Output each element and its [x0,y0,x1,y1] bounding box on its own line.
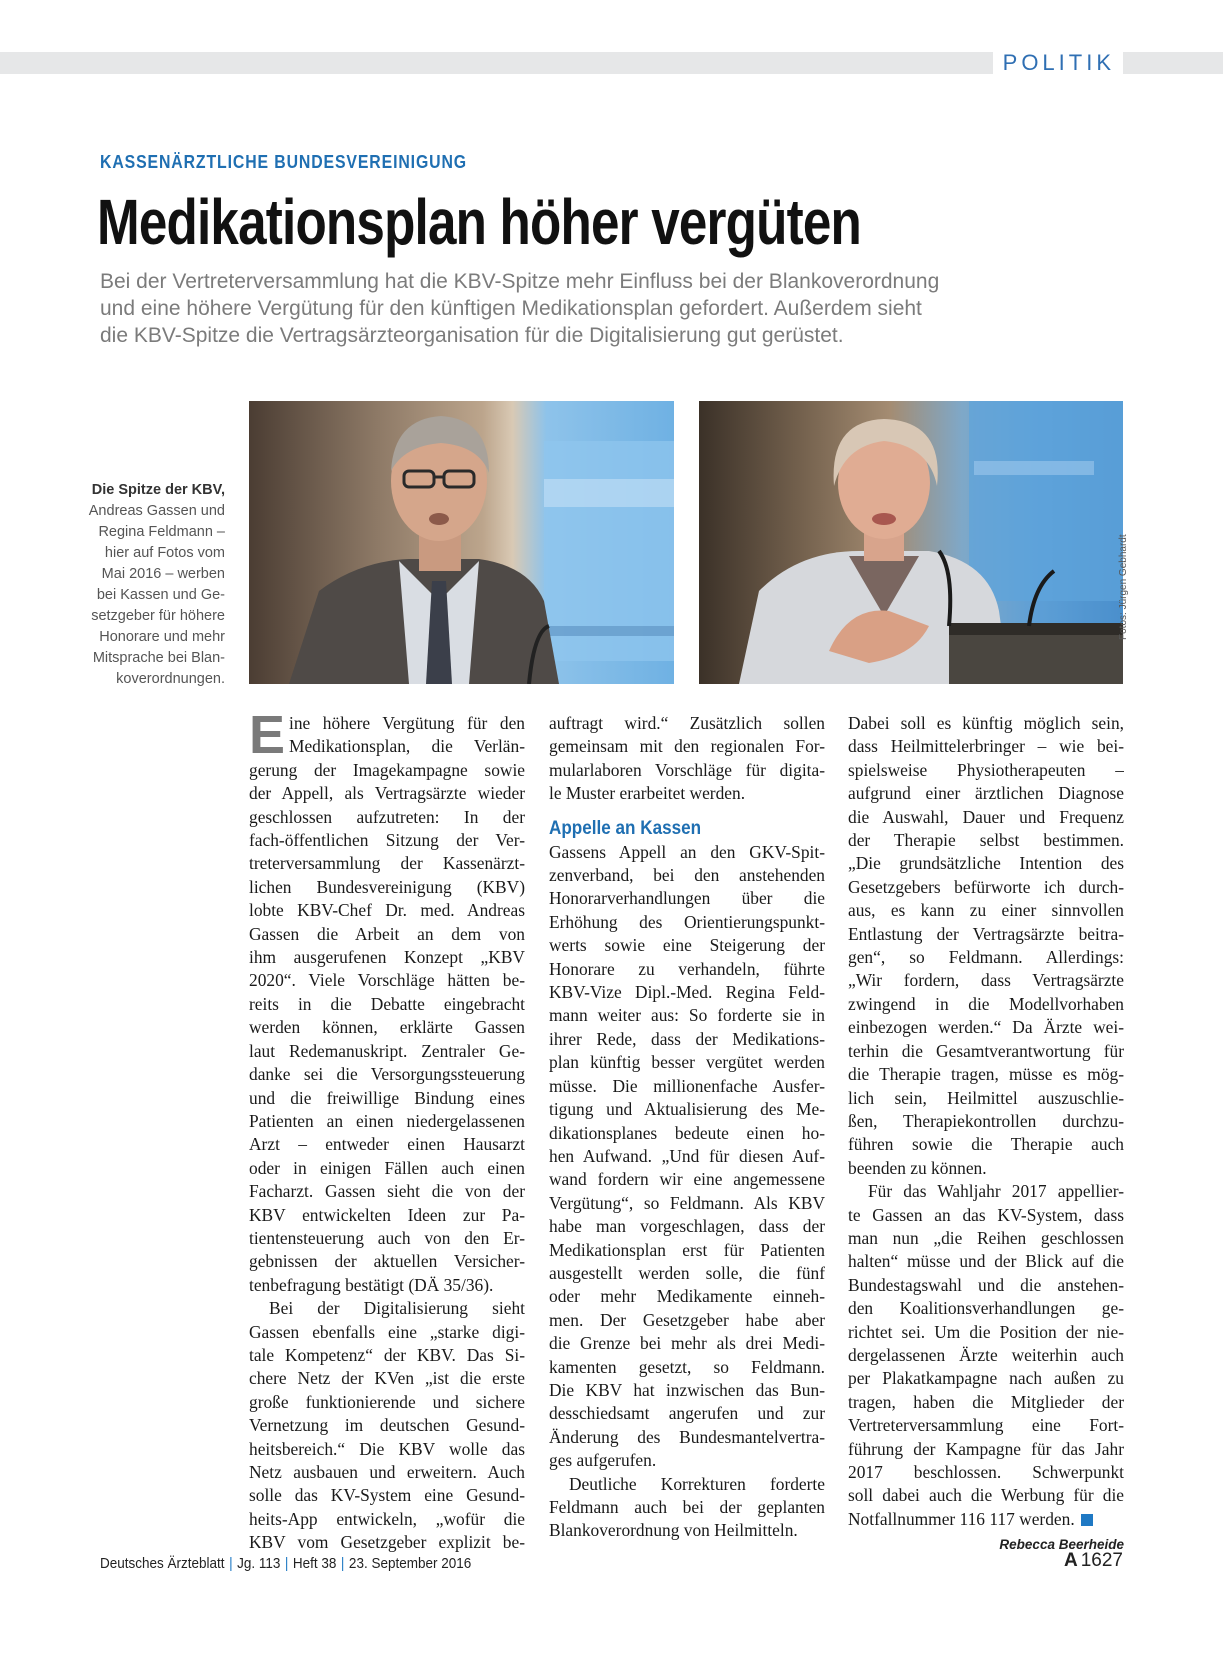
text-line: solle das KV-System eine Gesund- [249,1485,525,1506]
text-line: men. Der Gesetzgeber habe aber [549,1309,825,1330]
text-line: Netz ausbauen und erweitern. Auch [249,1462,525,1482]
text-line: die Grenze bei mehr als drei Medi- [549,1333,825,1354]
text-line: oder mehr Medikamente einneh- [549,1286,825,1307]
text-line: heits-App entwickeln, „wofür die [249,1508,525,1529]
text-line: einbezogen werden.“ Da Ärzte wei- [848,1017,1124,1038]
text-line: Medikationsplan erst für Patienten [549,1239,825,1260]
text-line: Gassen ebenfalls eine „starke digi- [249,1321,525,1342]
page-number-value: 1627 [1080,1550,1123,1571]
caption-line: koverordnungen. [116,671,225,687]
section-label: POLITIK [993,50,1123,76]
article-kicker: KASSENÄRZTLICHE BUNDESVEREINIGUNG [100,152,467,172]
text-line: Honorare zu verhandeln, führte [549,958,825,979]
text-line: gebnissen der aktuellen Versicher- [249,1251,525,1272]
text-line: Feldmann auch bei der geplanten [549,1497,825,1517]
text-line: Dabei soll es künftig möglich sein, [848,713,1124,733]
text-line: plan künftig besser vergütet werden [549,1052,825,1073]
text-line: le Muster erarbeitet werden. [549,783,746,804]
text-line: te Gassen an das KV-System, dass [848,1204,1124,1225]
text-line: Bei der Digitalisierung sieht [269,1298,525,1319]
text-line: Entlastung der Vertragsärzte beitra- [848,923,1124,944]
caption-line: Mai 2016 – werben [101,566,225,582]
article-column-2 [549,712,825,1543]
text-line: habe man vorgeschlagen, dass der [549,1216,825,1237]
text-line: soll dabei auch die Werbung für die [848,1485,1124,1506]
text-line: treterversammlung der Kassenärzt- [249,853,525,874]
text-line: Für das Wahljahr 2017 appellier- [868,1181,1124,1202]
text-line: müsse. Die millionenfache Ausfer- [549,1075,825,1096]
lead-line: die KBV-Spitze die Vertragsärzteorganisation für die Digitalisierung gut gerüstet. [100,324,844,347]
photo-speaker-gassen [249,401,674,684]
text-line: lobte KBV-Chef Dr. med. Andreas [249,900,525,921]
text-line: 2020“. Viele Vorschläge hätten be- [249,970,525,991]
volume: Jg. 113 [237,1555,281,1572]
text-line: ine höhere Vergütung für den [289,713,525,733]
text-line: Änderung des Bundesmantelvertra- [549,1426,825,1447]
text-line: KBV vom Gesetzgeber explizit be- [249,1532,525,1553]
text-line: chere Netz der KVen „ist die erste [249,1368,525,1389]
text-line: die Therapie tragen, müsse es mög- [848,1064,1124,1085]
text-line: tientensteuerung auch von den Er- [249,1227,525,1248]
text-line: 2017 beschlossen. Schwerpunkt [848,1462,1124,1482]
text-line: richtet sei. Um die Position der nie- [848,1321,1124,1342]
text-line: geschlossen aufzutreten: In der [249,806,525,827]
caption-line: setzgeber für höhere [91,608,225,624]
photo-speaker-feldmann [699,401,1123,684]
text-line: oder in einigen Fällen auch einen [249,1157,525,1178]
subheading: Appelle an Kassen [549,817,702,839]
text-line: Blankoverordnung von Heilmitteln. [549,1520,798,1541]
text-line: dikationsplanes bedeute einen ho- [549,1122,825,1143]
caption-line: Mitsprache bei Blan- [92,650,225,666]
text-line: Vergütung“, so Feldmann. Als KBV [549,1192,825,1213]
text-line: danke sei die Versorgungssteuerung [249,1064,525,1085]
text-line: gerung der Imagekampagne sowie [249,759,525,780]
photo-gassen-illustration [249,401,674,684]
text-line: Vertreterversammlung eine Fort- [848,1415,1124,1436]
photo-feldmann-illustration [699,401,1123,684]
text-line: lichen Bundesvereinigung (KBV) [249,876,525,897]
text-line: gen“, so Feldmann. Allerdings: [848,947,1124,968]
article-column-3 [848,712,1124,1557]
text-line: Gassen die Arbeit an dem von [249,923,525,944]
footer-separator: | [340,1555,345,1572]
text-line: per Plakatkampagne nach außen zu [848,1368,1124,1389]
caption-line: hier auf Fotos vom [104,545,225,561]
footer-separator: | [229,1555,233,1572]
caption-line: Andreas Gassen und [88,503,225,519]
text-line: führung der Kampagne für das Jahr [848,1438,1124,1459]
text-line: der Appell, als Vertragsärzte wieder [249,783,525,804]
page-prefix: A [1063,1550,1078,1571]
text-line: fach-öffentlichen Sitzung der Ver- [249,830,525,851]
text-line: Gassens Appell an den GKV-Spit- [549,841,825,862]
text-line: tigung und Aktualisierung des Me- [549,1099,825,1120]
text-line: Arzt – entweder einen Hausarzt [249,1134,525,1155]
page-number [1064,1550,1123,1572]
text-line: man nun „die Reihen geschlossen [848,1227,1124,1248]
article-title: Medikationsplan höher vergüten [97,186,862,258]
text-line: gemeinsam mit den regionalen For- [549,736,825,757]
text-line: dergelassenen Ärzte weiterhin auch [848,1344,1124,1365]
caption-bold: Die Spitze der KBV, [91,482,225,498]
caption-line: bei Kassen und Ge- [96,587,225,603]
lead-line: Bei der Vertreterversammlung hat die KBV-Spitze mehr Einfluss bei der Blankoverordnung [100,270,940,293]
text-line: Patienten an einen niedergelassenen [249,1110,525,1131]
text-line: zwingend in die Modellvorhaben [848,993,1124,1014]
text-line: KBV-Vize Dipl.-Med. Regina Feld- [549,982,825,1003]
text-line: lich sein, Heilmittel auszuschlie- [848,1087,1124,1108]
text-line: spielsweise Physiotherapeuten – [848,759,1124,780]
text-line: ihm ausgerufenen Konzept „KBV [249,947,525,968]
author-name: Rebecca Beerheide [999,1537,1124,1553]
text-line: Bundestagswahl und die anstehen- [848,1274,1124,1295]
text-line: Erhöhung des Orientierungspunkt- [549,911,825,932]
text-line: KBV entwickelten Ideen zur Pa- [249,1204,525,1225]
text-line: heitsbereich.“ Die KBV wolle das [249,1438,525,1459]
text-line: „Die grundsätzliche Intention des [848,853,1124,874]
footer-separator: | [284,1555,289,1572]
article-column-1 [249,705,525,1555]
text-line: ges aufgerufen. [549,1450,657,1471]
text-line: Notfallnummer 116 117 werden. [848,1508,1075,1529]
text-line: reits in die Debatte eingebracht [249,993,525,1014]
text-line: Die KBV hat inzwischen das Bun- [549,1379,825,1400]
drop-cap: E [249,705,286,765]
text-line: desschiedsamt angerufen und zur [549,1403,825,1424]
text-line: Facharzt. Gassen sieht die von der [249,1181,525,1202]
text-line: „Wir fordern, dass Vertragsärzte [848,970,1124,991]
text-line: Medikationsplan, die Verlän- [289,736,525,757]
text-line: wand fordern wir eine angemessene [549,1169,825,1190]
lead-line: und eine höhere Vergütung für den künftigen Medikationsplan gefordert. Außerdem sieht [100,297,922,320]
text-line: beenden zu können. [848,1157,987,1178]
article-lead [100,268,1120,349]
text-line: Gesetzgebers befürworte ich durch- [848,876,1124,897]
text-line: Deutliche Korrekturen forderte [569,1473,825,1494]
journal-name: Deutsches Ärzteblatt [100,1555,225,1572]
text-line: aufgrund einer ärztlichen Diagnose [848,783,1124,804]
text-line: ihrer Rede, dass der Medikations- [549,1028,825,1049]
text-line: dass Heilmittelerbringer – wie bei- [848,736,1124,757]
text-line: und die freiwillige Bindung eines [249,1087,525,1108]
issue-date: 23. September 2016 [348,1555,472,1572]
caption-line: Regina Feldmann – [98,524,225,540]
text-line: große funktionierende und sichere [249,1391,525,1412]
text-line: laut Redemanuskript. Zentraler Ge- [249,1040,525,1061]
text-line: Honorarverhandlungen über die [549,888,825,909]
text-line: den Koalitionsverhandlungen ge- [848,1298,1124,1319]
text-line: Vernetzung im deutschen Gesund- [249,1415,525,1436]
text-line: aus, es kann zu einer sinnvollen [848,900,1124,921]
photo-caption [60,480,225,690]
text-line: die Auswahl, Dauer und Frequenz [848,806,1124,827]
text-line: ausgestellt werden solle, die fünf [549,1262,825,1283]
caption-line: Honorare und mehr [99,629,225,645]
photo-credit: Fotos: Jürgen Gebhardt [1118,534,1129,640]
text-line: führen sowie die Therapie auch [848,1134,1124,1155]
text-line: werden können, erklärte Gassen [249,1017,525,1038]
text-line: kamenten gesetzt, so Feldmann. [549,1356,825,1377]
text-line: tragen, haben die Mitglieder der [848,1391,1124,1412]
end-mark-icon [1081,1514,1093,1526]
text-line: mularlaboren Vorschläge für digita- [549,759,825,780]
text-line: mann weiter aus: So forderte sie in [549,1005,825,1026]
footer-citation [100,1555,471,1572]
text-line: werts sowie eine Steigerung der [549,935,825,956]
text-line: terhin die Gesamtverantwortung für [848,1040,1124,1061]
text-line: tale Kompetenz“ der KBV. Das Si- [249,1344,525,1365]
issue: Heft 38 [292,1555,337,1572]
text-line: der Therapie selbst bestimmen. [848,830,1124,851]
text-line: zenverband, bei den anstehenden [549,865,825,886]
text-line: halten“ müsse und der Blick auf die [848,1251,1124,1272]
text-line: auftragt wird.“ Zusätzlich sollen [549,713,825,733]
text-line: tenbefragung bestätigt (DÄ 35/36). [249,1274,494,1295]
text-line: hen Aufwand. „Und für diesen Auf- [549,1145,825,1166]
text-line: ßen, Therapiekontrollen durchzu- [848,1110,1124,1131]
